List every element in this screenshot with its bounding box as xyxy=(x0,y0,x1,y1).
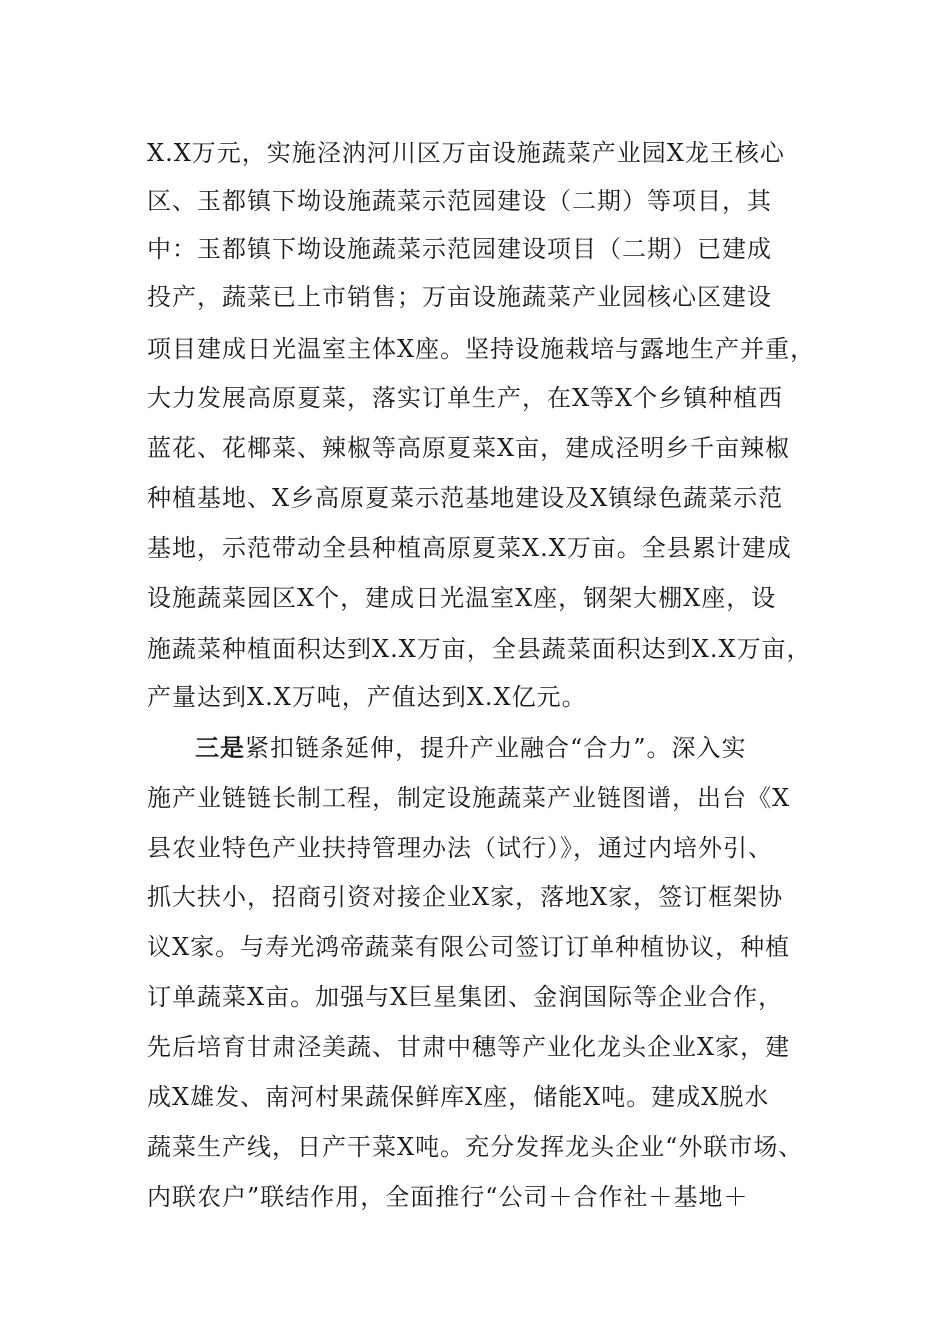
paragraph-1-line: 项目建成日光温室主体X座。坚持设施栽培与露地生产并重， xyxy=(147,335,816,363)
paragraph-1-line: 产量达到X.X万吨，产值达到X.X亿元。 xyxy=(147,683,587,711)
paragraph-1-line: 种植基地、X乡高原夏菜示范基地建设及X镇绿色蔬菜示范 xyxy=(147,484,784,512)
paragraph-1-line: 基地，示范带动全县种植高原夏菜X.X万亩。全县累计建成 xyxy=(147,534,792,562)
paragraph-1-line: 设施蔬菜园区X个，建成日光温室X座，钢架大棚X座，设 xyxy=(147,584,777,612)
paragraph-1-line: 中：玉都镇下坳设施蔬菜示范园建设项目（二期）已建成 xyxy=(147,235,772,263)
paragraph-2-line: 县农业特色产业扶持管理办法（试行）》，通过内培外引、 xyxy=(147,834,773,862)
paragraph-2-line: 订单蔬菜X亩。加强与X巨星集团、金润国际等企业合作， xyxy=(147,983,784,1011)
paragraph-2-line: 成X雄发、南河村果蔬保鲜库X座，储能X吨。建成X脱水 xyxy=(147,1083,770,1111)
paragraph-1-line: 大力发展高原夏菜，落实订单生产，在X等X个乡镇种植西 xyxy=(147,384,784,412)
paragraph-1-line: 施蔬菜种植面积达到X.X万亩，全县蔬菜面积达到X.X万亩， xyxy=(147,635,812,663)
paragraph-2-line: 内联农户”联结作用，全面推行“公司＋合作社＋基地＋ xyxy=(147,1183,749,1211)
paragraph-2-first-line xyxy=(195,728,895,768)
paragraph-1-line: 蓝花、花椰菜、辣椒等高原夏菜X亩，建成泾明乡千亩辣椒 xyxy=(147,434,791,462)
paragraph-2-lead: 三是 xyxy=(195,733,245,762)
paragraph-1-line: X.X万元，实施泾汭河川区万亩设施蔬菜产业园X龙王核心 xyxy=(147,139,785,167)
paragraph-2-line: 蔬菜生产线，日产干菜X吨。充分发挥龙头企业“外联市场、 xyxy=(147,1133,804,1161)
paragraph-2-first-text: 紧扣链条延伸，提升产业融合“合力”。深入实 xyxy=(245,734,747,762)
paragraph-2-line: 先后培育甘肃泾美蔬、甘肃中穗等产业化龙头企业X家，建 xyxy=(147,1033,791,1061)
paragraph-1-line: 投产，蔬菜已上市销售；万亩设施蔬菜产业园核心区建设 xyxy=(147,283,772,311)
paragraph-2-line: 施产业链链长制工程，制定设施蔬菜产业链图谱，出台《X xyxy=(147,784,791,812)
paragraph-2-line: 抓大扶小，招商引资对接企业X家，落地X家，签订框架协 xyxy=(147,883,784,911)
paragraph-1-line: 区、玉都镇下坳设施蔬菜示范园建设（二期）等项目，其 xyxy=(147,187,772,215)
paragraph-2-line: 议X家。与寿光鸿帝蔬菜有限公司签订订单种植协议，种植 xyxy=(147,933,791,961)
